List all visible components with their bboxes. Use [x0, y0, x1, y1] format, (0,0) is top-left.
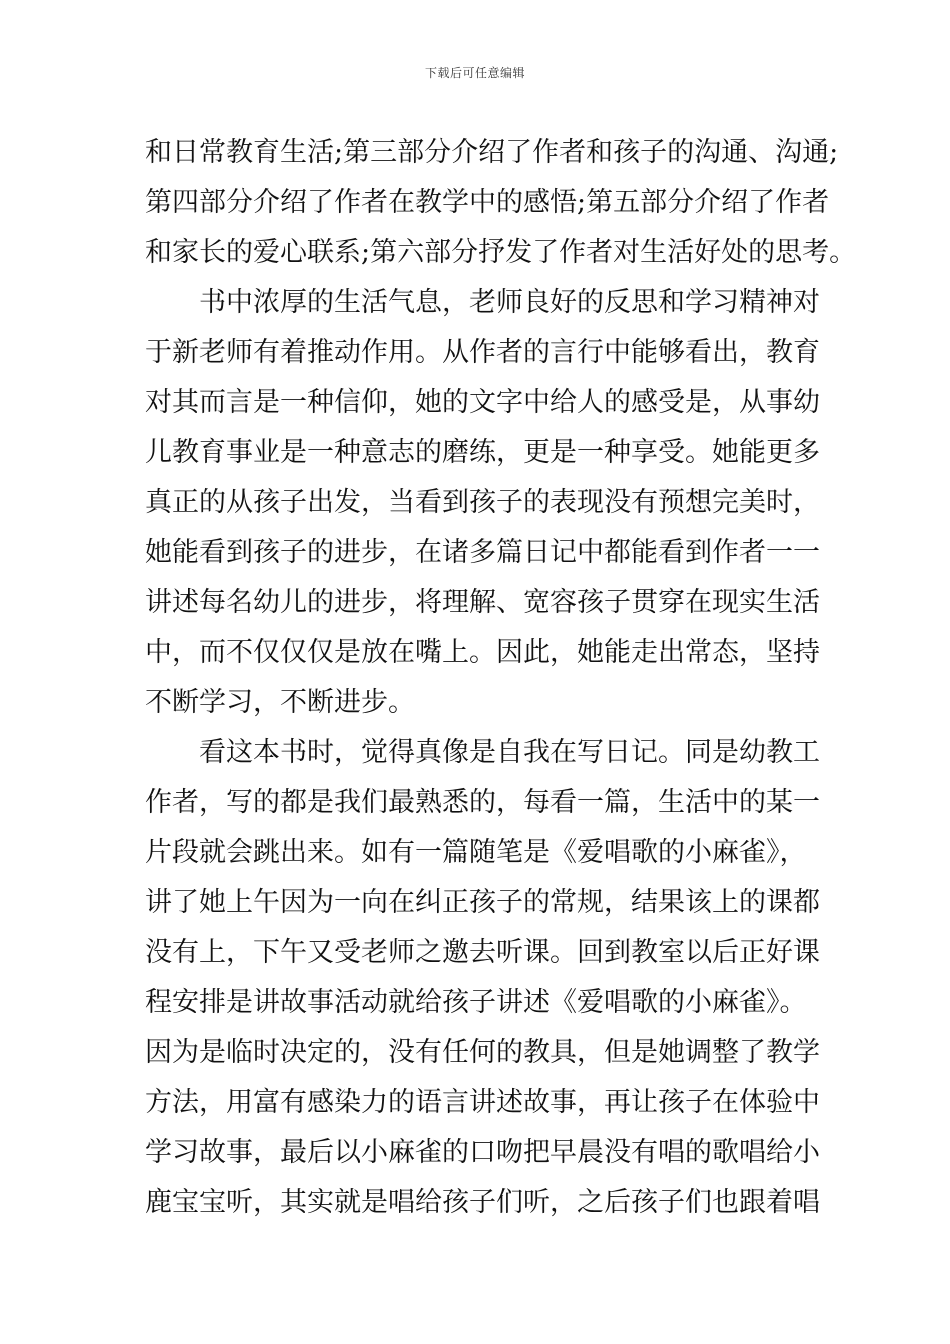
text-line: 讲述每名幼儿的进步，将理解、宽容孩子贯穿在现实生活 [145, 587, 820, 618]
paragraph-3 [145, 728, 820, 1228]
text-line: 片段就会跳出来。如有一篇随笔是《爱唱歌的小麻雀》， [145, 837, 807, 868]
text-line-first: 书中浓厚的生活气息，老师良好的反思和学习精神对 [199, 287, 820, 318]
text-line: 和家长的爱心联系;第六部分抒发了作者对生活好处的思考。 [145, 237, 857, 268]
paragraph-1 [145, 128, 857, 278]
text-line: 中，而不仅仅仅是放在嘴上。因此，她能走出常态，坚持 [145, 637, 820, 668]
text-line: 真正的从孩子出发，当看到孩子的表现没有预想完美时， [145, 487, 820, 518]
text-line: 因为是临时决定的，没有任何的教具，但是她调整了教学 [145, 1037, 820, 1068]
text-line: 儿教育事业是一种意志的磨练，更是一种享受。她能更多 [145, 437, 820, 468]
text-line: 程安排是讲故事活动就给孩子讲述《爱唱歌的小麻雀》。 [145, 987, 807, 1018]
text-line-first: 看这本书时，觉得真像是自我在写日记。同是幼教工 [199, 737, 820, 768]
text-line: 和日常教育生活;第三部分介绍了作者和孩子的沟通、沟通; [145, 137, 839, 168]
text-line: 不断学习，不断进步。 [145, 687, 415, 718]
paragraph-2 [145, 278, 820, 728]
text-line: 学习故事，最后以小麻雀的口吻把早晨没有唱的歌唱给小 [145, 1137, 820, 1168]
header-note: 下载后可任意编辑 [424, 66, 525, 80]
text-line: 方法，用富有感染力的语言讲述故事，再让孩子在体验中 [145, 1087, 820, 1118]
text-line: 于新老师有着推动作用。从作者的言行中能够看出，教育 [145, 337, 820, 368]
text-line: 第四部分介绍了作者在教学中的感悟;第五部分介绍了作者 [145, 187, 830, 218]
text-line: 她能看到孩子的进步，在诸多篇日记中都能看到作者一一 [145, 537, 820, 568]
text-line: 讲了她上午因为一向在纠正孩子的常规，结果该上的课都 [145, 887, 820, 918]
text-line: 鹿宝宝听，其实就是唱给孩子们听，之后孩子们也跟着唱 [145, 1187, 820, 1218]
text-line: 作者，写的都是我们最熟悉的，每看一篇，生活中的某一 [145, 787, 820, 818]
body-text [145, 128, 857, 1228]
text-line: 没有上，下午又受老师之邀去听课。回到教室以后正好课 [145, 937, 820, 968]
text-line: 对其而言是一种信仰，她的文字中给人的感受是，从事幼 [145, 387, 820, 418]
